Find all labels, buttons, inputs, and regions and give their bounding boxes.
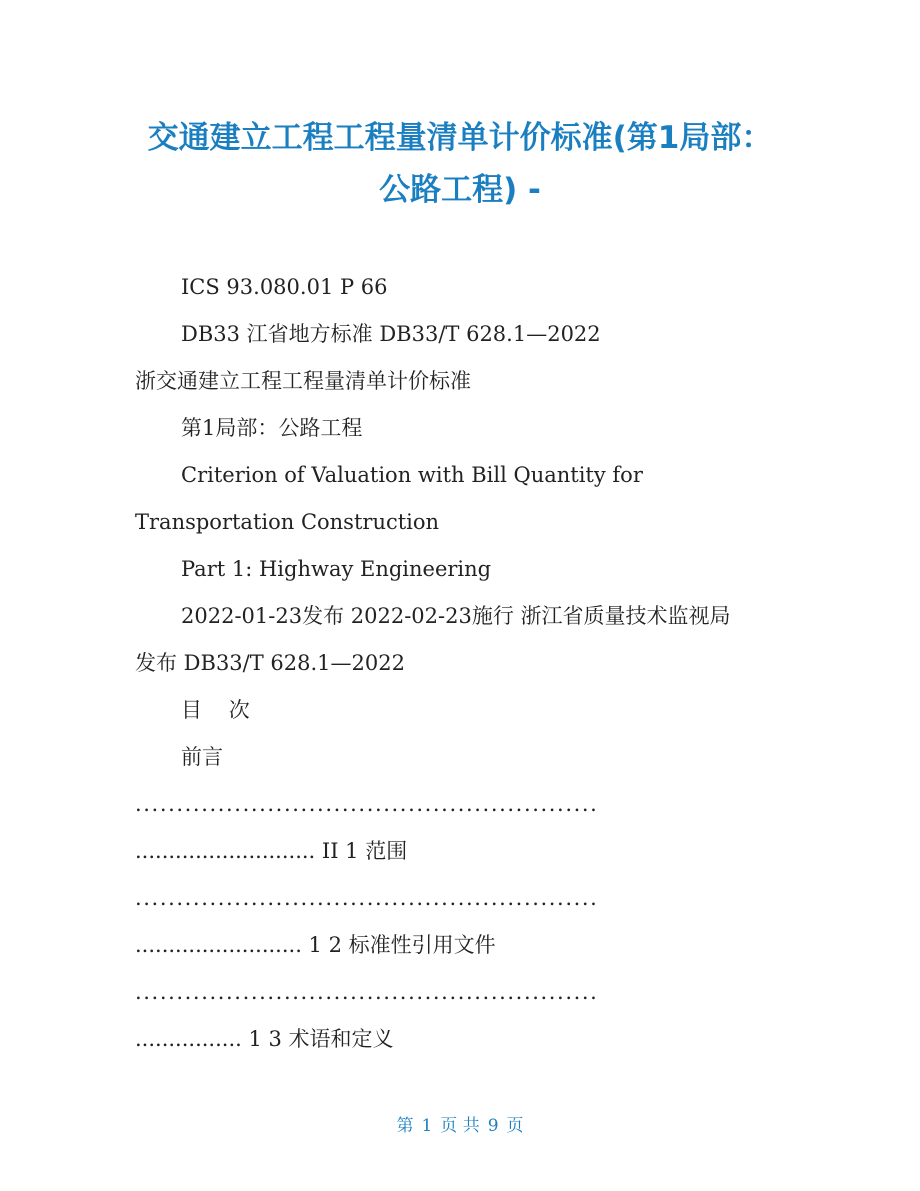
title-line-1: 交通建立工程工程量清单计价标准(第1局部： xyxy=(147,120,773,156)
toc-entry-terms: ................ 1 3 术语和定义 xyxy=(135,1027,394,1051)
release-info-line: 2022-01-23发布 2022-02-23施行 浙江省质量技术监视局 xyxy=(181,604,731,628)
footer-suffix: 页 xyxy=(506,1116,524,1136)
standard-name-line: 浙交通建立工程工程量清单计价标准 xyxy=(135,369,471,393)
footer-mid: 页 共 xyxy=(440,1116,480,1136)
footer-prefix: 第 xyxy=(396,1116,414,1136)
document-title xyxy=(135,112,785,216)
title-line-2: 公路工程) - xyxy=(379,172,541,208)
toc-leader-dots: ........................................................ xyxy=(135,886,599,910)
contents-heading: 目 次 xyxy=(181,698,250,722)
english-title-line-2: Transportation Construction xyxy=(135,510,440,534)
release-info-line-2: 发布 DB33/T 628.1—2022 xyxy=(135,651,405,675)
english-part-line: Part 1: Highway Engineering xyxy=(181,557,492,581)
current-page-number: 1 xyxy=(421,1116,433,1136)
ics-code-line: ICS 93.080.01 P 66 xyxy=(181,275,388,299)
english-title-line-1: Criterion of Valuation with Bill Quantity for xyxy=(181,463,643,487)
standard-number-line: DB33 江省地方标准 DB33/T 628.1—2022 xyxy=(181,322,601,346)
toc-foreword: 前言 xyxy=(181,745,223,769)
toc-leader-dots: ........................................................ xyxy=(135,980,599,1004)
toc-entry-scope: ........................... II 1 范围 xyxy=(135,839,408,863)
total-pages-number: 9 xyxy=(487,1116,499,1136)
part-title-line: 第1局部：公路工程 xyxy=(181,416,363,440)
toc-entry-normative-references: ......................... 1 2 标准性引用文件 xyxy=(135,933,496,957)
page-footer xyxy=(0,1113,920,1139)
toc-leader-dots: ........................................................ xyxy=(135,792,599,816)
